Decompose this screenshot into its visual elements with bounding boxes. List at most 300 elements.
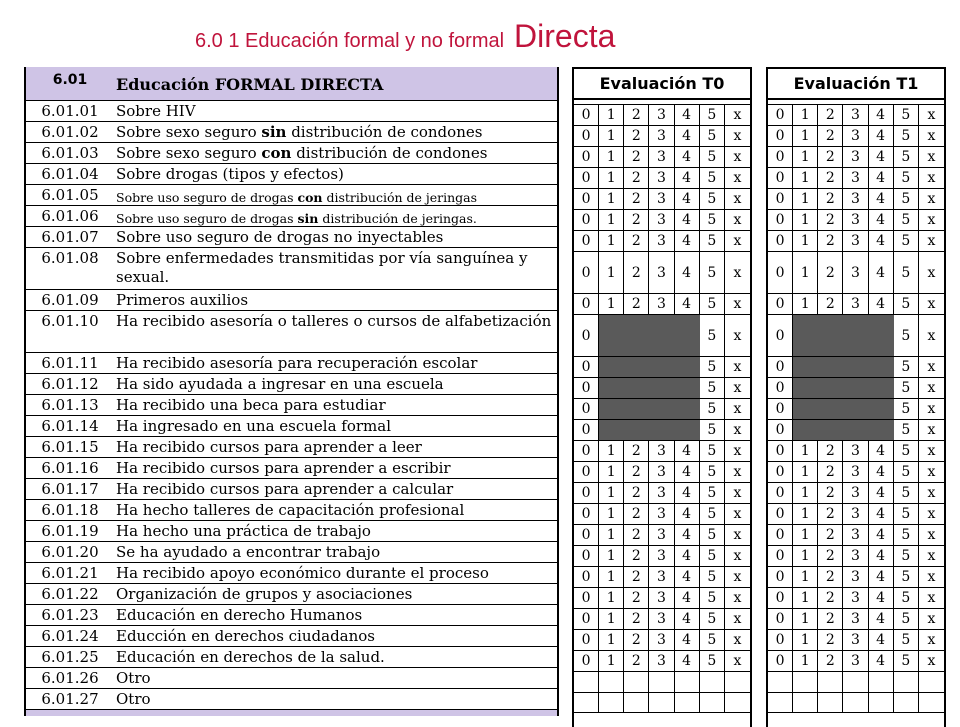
score-option[interactable]: 5 — [894, 567, 919, 587]
score-option[interactable]: 5 — [894, 525, 919, 545]
score-option[interactable]: 3 — [649, 504, 674, 524]
score-option[interactable]: 2 — [818, 168, 843, 188]
score-option[interactable]: 4 — [869, 189, 894, 209]
score-option[interactable]: 3 — [843, 546, 868, 566]
score-option[interactable]: 4 — [675, 105, 700, 125]
score-option[interactable]: 0 — [574, 504, 599, 524]
score-option[interactable]: 3 — [843, 630, 868, 650]
score-option[interactable]: x — [927, 506, 936, 522]
score-option[interactable]: x — [927, 191, 936, 207]
score-option[interactable]: 1 — [599, 147, 624, 167]
score-option[interactable]: 4 — [675, 294, 700, 314]
score-option[interactable]: 5 — [894, 315, 919, 356]
score-option[interactable]: 1 — [793, 567, 818, 587]
score-option[interactable]: 5 — [700, 525, 725, 545]
score-option[interactable]: 1 — [599, 252, 624, 293]
score-option[interactable]: 4 — [869, 252, 894, 293]
score-option[interactable]: 5 — [894, 357, 919, 377]
score-option[interactable]: 4 — [869, 168, 894, 188]
score-option[interactable]: x — [733, 548, 742, 564]
score-option[interactable]: 4 — [675, 651, 700, 671]
score-option[interactable]: 1 — [793, 126, 818, 146]
score-option[interactable]: 4 — [869, 483, 894, 503]
score-option[interactable]: 0 — [768, 525, 793, 545]
score-option[interactable]: 4 — [675, 147, 700, 167]
score-option[interactable]: 4 — [675, 189, 700, 209]
score-option[interactable]: 1 — [793, 609, 818, 629]
score-option[interactable]: x — [733, 401, 742, 417]
score-option[interactable]: 2 — [818, 651, 843, 671]
score-option[interactable]: 1 — [599, 525, 624, 545]
score-option[interactable]: 0 — [574, 378, 599, 398]
score-option[interactable]: x — [927, 107, 936, 123]
empty-score-cell[interactable] — [574, 693, 599, 712]
score-option[interactable]: 3 — [649, 168, 674, 188]
score-option[interactable]: 0 — [768, 168, 793, 188]
score-option[interactable]: x — [927, 296, 936, 312]
score-option[interactable]: 5 — [894, 189, 919, 209]
empty-score-cell[interactable] — [675, 672, 700, 692]
score-option[interactable]: x — [733, 264, 742, 281]
empty-score-cell[interactable] — [793, 693, 818, 712]
score-option[interactable]: 1 — [793, 294, 818, 314]
empty-score-cell[interactable] — [793, 672, 818, 692]
score-option[interactable]: 3 — [649, 126, 674, 146]
score-option[interactable]: 0 — [574, 525, 599, 545]
score-option[interactable]: 4 — [675, 126, 700, 146]
score-option[interactable]: x — [733, 632, 742, 648]
score-option[interactable]: 1 — [599, 126, 624, 146]
score-option[interactable]: 1 — [599, 588, 624, 608]
score-option[interactable]: 4 — [869, 294, 894, 314]
score-option[interactable]: 4 — [675, 630, 700, 650]
score-option[interactable]: 1 — [599, 630, 624, 650]
score-option[interactable]: 5 — [700, 210, 725, 230]
score-option[interactable]: 5 — [894, 504, 919, 524]
score-option[interactable]: 4 — [675, 609, 700, 629]
score-option[interactable]: 5 — [700, 504, 725, 524]
empty-score-cell[interactable] — [599, 693, 624, 712]
score-option[interactable]: 5 — [700, 378, 725, 398]
score-option[interactable]: 5 — [894, 378, 919, 398]
score-option[interactable]: 1 — [599, 462, 624, 482]
score-option[interactable]: 1 — [793, 168, 818, 188]
score-option[interactable]: 2 — [624, 441, 649, 461]
score-option[interactable]: x — [733, 569, 742, 585]
score-option[interactable]: 0 — [574, 441, 599, 461]
score-option[interactable]: 0 — [574, 168, 599, 188]
empty-score-cell[interactable] — [919, 672, 944, 692]
empty-score-cell[interactable] — [818, 672, 843, 692]
score-option[interactable]: x — [733, 128, 742, 144]
score-option[interactable]: 2 — [624, 462, 649, 482]
score-option[interactable]: 3 — [843, 189, 868, 209]
score-option[interactable]: 4 — [675, 504, 700, 524]
score-option[interactable]: 1 — [793, 105, 818, 125]
score-option[interactable]: 2 — [818, 105, 843, 125]
score-option[interactable]: 5 — [894, 105, 919, 125]
score-option[interactable]: 1 — [599, 609, 624, 629]
score-option[interactable]: 0 — [574, 462, 599, 482]
score-option[interactable]: 2 — [624, 588, 649, 608]
score-option[interactable]: x — [927, 653, 936, 669]
score-option[interactable]: 3 — [843, 651, 868, 671]
empty-score-cell[interactable] — [574, 672, 599, 692]
score-option[interactable]: 3 — [649, 441, 674, 461]
score-option[interactable]: 5 — [700, 168, 725, 188]
score-option[interactable]: 3 — [649, 147, 674, 167]
score-option[interactable]: 4 — [869, 210, 894, 230]
score-option[interactable]: x — [733, 506, 742, 522]
score-option[interactable]: 3 — [843, 105, 868, 125]
score-option[interactable]: 3 — [843, 525, 868, 545]
empty-score-cell[interactable] — [768, 672, 793, 692]
score-option[interactable]: 4 — [869, 525, 894, 545]
score-option[interactable]: 3 — [649, 231, 674, 251]
score-option[interactable]: x — [927, 443, 936, 459]
score-option[interactable]: 1 — [793, 546, 818, 566]
score-option[interactable]: 0 — [768, 420, 793, 440]
score-option[interactable]: 4 — [675, 567, 700, 587]
score-option[interactable]: x — [733, 527, 742, 543]
score-option[interactable]: x — [927, 327, 936, 344]
score-option[interactable]: 2 — [818, 441, 843, 461]
score-option[interactable]: 5 — [700, 189, 725, 209]
score-option[interactable]: 3 — [843, 504, 868, 524]
score-option[interactable]: 0 — [768, 609, 793, 629]
score-option[interactable]: 3 — [649, 609, 674, 629]
score-option[interactable]: 4 — [869, 126, 894, 146]
score-option[interactable]: 4 — [869, 588, 894, 608]
score-option[interactable]: x — [927, 464, 936, 480]
score-option[interactable]: 4 — [869, 546, 894, 566]
score-option[interactable]: 2 — [624, 609, 649, 629]
score-option[interactable]: 3 — [649, 651, 674, 671]
empty-score-cell[interactable] — [649, 693, 674, 712]
score-option[interactable]: x — [927, 485, 936, 501]
score-option[interactable]: 0 — [768, 315, 793, 356]
score-option[interactable]: 4 — [869, 147, 894, 167]
score-option[interactable]: 4 — [869, 105, 894, 125]
score-option[interactable]: x — [927, 212, 936, 228]
score-option[interactable]: 2 — [818, 126, 843, 146]
score-option[interactable]: 2 — [624, 210, 649, 230]
score-option[interactable]: 5 — [700, 399, 725, 419]
score-option[interactable]: 2 — [818, 210, 843, 230]
score-option[interactable]: x — [927, 149, 936, 165]
score-option[interactable]: 3 — [649, 525, 674, 545]
score-option[interactable]: 2 — [818, 189, 843, 209]
score-option[interactable]: 2 — [818, 147, 843, 167]
score-option[interactable]: 1 — [793, 147, 818, 167]
score-option[interactable]: 5 — [894, 609, 919, 629]
score-option[interactable]: 5 — [894, 210, 919, 230]
score-option[interactable]: 5 — [894, 252, 919, 293]
score-option[interactable]: 3 — [649, 189, 674, 209]
score-option[interactable]: 2 — [624, 294, 649, 314]
score-option[interactable]: x — [927, 548, 936, 564]
score-option[interactable]: 1 — [793, 504, 818, 524]
score-option[interactable]: 0 — [574, 189, 599, 209]
score-option[interactable]: 5 — [700, 546, 725, 566]
score-option[interactable]: 1 — [793, 462, 818, 482]
score-option[interactable]: x — [733, 653, 742, 669]
score-option[interactable]: 2 — [624, 525, 649, 545]
empty-score-cell[interactable] — [725, 672, 750, 692]
score-option[interactable]: 0 — [768, 105, 793, 125]
score-option[interactable]: 0 — [574, 567, 599, 587]
score-option[interactable]: 0 — [768, 294, 793, 314]
score-option[interactable]: x — [733, 611, 742, 627]
empty-score-cell[interactable] — [894, 693, 919, 712]
score-option[interactable]: 3 — [649, 630, 674, 650]
score-option[interactable]: 5 — [700, 105, 725, 125]
score-option[interactable]: 2 — [818, 588, 843, 608]
score-option[interactable]: 2 — [624, 483, 649, 503]
score-option[interactable]: 5 — [700, 315, 725, 356]
score-option[interactable]: 4 — [675, 441, 700, 461]
score-option[interactable]: x — [733, 359, 742, 375]
empty-score-cell[interactable] — [869, 693, 894, 712]
score-option[interactable]: 5 — [700, 651, 725, 671]
score-option[interactable]: x — [733, 485, 742, 501]
score-option[interactable]: 3 — [649, 546, 674, 566]
score-option[interactable]: 5 — [700, 462, 725, 482]
empty-score-cell[interactable] — [700, 672, 725, 692]
score-option[interactable]: 0 — [768, 399, 793, 419]
score-option[interactable]: 3 — [649, 567, 674, 587]
score-option[interactable]: x — [733, 107, 742, 123]
score-option[interactable]: 2 — [818, 231, 843, 251]
score-option[interactable]: 5 — [894, 588, 919, 608]
score-option[interactable]: 0 — [574, 315, 599, 356]
score-option[interactable]: 1 — [599, 105, 624, 125]
score-option[interactable]: 0 — [768, 147, 793, 167]
score-option[interactable]: 0 — [574, 126, 599, 146]
score-option[interactable]: 4 — [869, 231, 894, 251]
score-option[interactable]: 2 — [624, 546, 649, 566]
score-option[interactable]: 5 — [894, 651, 919, 671]
score-option[interactable]: 1 — [793, 588, 818, 608]
score-option[interactable]: 1 — [599, 651, 624, 671]
score-option[interactable]: 0 — [768, 651, 793, 671]
empty-score-cell[interactable] — [700, 693, 725, 712]
score-option[interactable]: 3 — [649, 462, 674, 482]
score-option[interactable]: 0 — [768, 588, 793, 608]
score-option[interactable]: 4 — [869, 567, 894, 587]
score-option[interactable]: 0 — [574, 399, 599, 419]
score-option[interactable]: x — [927, 170, 936, 186]
score-option[interactable]: 2 — [818, 504, 843, 524]
score-option[interactable]: x — [927, 569, 936, 585]
score-option[interactable]: 4 — [675, 525, 700, 545]
score-option[interactable]: 5 — [894, 399, 919, 419]
score-option[interactable]: 5 — [894, 294, 919, 314]
score-option[interactable]: 4 — [675, 231, 700, 251]
score-option[interactable]: x — [733, 170, 742, 186]
score-option[interactable]: 5 — [700, 294, 725, 314]
score-option[interactable]: 4 — [869, 609, 894, 629]
score-option[interactable]: 4 — [869, 462, 894, 482]
score-option[interactable]: x — [733, 464, 742, 480]
score-option[interactable]: 5 — [700, 630, 725, 650]
score-option[interactable]: 0 — [768, 210, 793, 230]
score-option[interactable]: x — [733, 443, 742, 459]
score-option[interactable]: 3 — [649, 294, 674, 314]
score-option[interactable]: 3 — [843, 609, 868, 629]
score-option[interactable]: 4 — [675, 546, 700, 566]
score-option[interactable]: 0 — [768, 441, 793, 461]
score-option[interactable]: x — [733, 212, 742, 228]
empty-score-cell[interactable] — [768, 693, 793, 712]
score-option[interactable]: 0 — [768, 231, 793, 251]
score-option[interactable]: 4 — [869, 630, 894, 650]
score-option[interactable]: x — [927, 359, 936, 375]
score-option[interactable]: 1 — [793, 525, 818, 545]
score-option[interactable]: 5 — [700, 147, 725, 167]
score-option[interactable]: x — [927, 401, 936, 417]
score-option[interactable]: 1 — [599, 294, 624, 314]
score-option[interactable]: 5 — [700, 609, 725, 629]
score-option[interactable]: 1 — [599, 483, 624, 503]
score-option[interactable]: 0 — [574, 588, 599, 608]
score-option[interactable]: 2 — [624, 252, 649, 293]
score-option[interactable]: 5 — [894, 441, 919, 461]
score-option[interactable]: x — [927, 264, 936, 281]
score-option[interactable]: 0 — [768, 378, 793, 398]
score-option[interactable]: 3 — [649, 588, 674, 608]
score-option[interactable]: x — [733, 233, 742, 249]
score-option[interactable]: 1 — [599, 567, 624, 587]
score-option[interactable]: 3 — [843, 483, 868, 503]
score-option[interactable]: x — [733, 422, 742, 438]
score-option[interactable]: 2 — [624, 231, 649, 251]
score-option[interactable]: 5 — [894, 546, 919, 566]
empty-score-cell[interactable] — [919, 693, 944, 712]
score-option[interactable]: 5 — [700, 252, 725, 293]
empty-score-cell[interactable] — [624, 672, 649, 692]
score-option[interactable]: 0 — [574, 651, 599, 671]
score-option[interactable]: 0 — [574, 147, 599, 167]
score-option[interactable]: 2 — [624, 504, 649, 524]
score-option[interactable]: 0 — [574, 231, 599, 251]
score-option[interactable]: 4 — [675, 210, 700, 230]
score-option[interactable]: 5 — [700, 231, 725, 251]
score-option[interactable]: x — [733, 296, 742, 312]
empty-score-cell[interactable] — [869, 672, 894, 692]
score-option[interactable]: 3 — [843, 567, 868, 587]
score-option[interactable]: 5 — [700, 126, 725, 146]
score-option[interactable]: 0 — [768, 567, 793, 587]
score-option[interactable]: 1 — [793, 252, 818, 293]
score-option[interactable]: x — [927, 590, 936, 606]
score-option[interactable]: x — [733, 590, 742, 606]
score-option[interactable]: 5 — [700, 588, 725, 608]
score-option[interactable]: 5 — [700, 357, 725, 377]
score-option[interactable]: 2 — [818, 609, 843, 629]
score-option[interactable]: 0 — [574, 210, 599, 230]
score-option[interactable]: 0 — [768, 126, 793, 146]
score-option[interactable]: 5 — [894, 147, 919, 167]
empty-score-cell[interactable] — [843, 693, 868, 712]
score-option[interactable]: x — [733, 149, 742, 165]
score-option[interactable]: 2 — [624, 105, 649, 125]
score-option[interactable]: 4 — [869, 504, 894, 524]
score-option[interactable]: x — [927, 233, 936, 249]
empty-score-cell[interactable] — [649, 672, 674, 692]
score-option[interactable]: 1 — [793, 630, 818, 650]
score-option[interactable]: 4 — [675, 168, 700, 188]
score-option[interactable]: 2 — [624, 651, 649, 671]
score-option[interactable]: 2 — [818, 630, 843, 650]
score-option[interactable]: 1 — [793, 651, 818, 671]
score-option[interactable]: 0 — [574, 609, 599, 629]
score-option[interactable]: 1 — [599, 210, 624, 230]
score-option[interactable]: 3 — [843, 462, 868, 482]
score-option[interactable]: 4 — [675, 462, 700, 482]
score-option[interactable]: 3 — [649, 105, 674, 125]
score-option[interactable]: 3 — [649, 483, 674, 503]
score-option[interactable]: 0 — [574, 420, 599, 440]
score-option[interactable]: 5 — [894, 126, 919, 146]
score-option[interactable]: 1 — [793, 441, 818, 461]
score-option[interactable]: 2 — [818, 483, 843, 503]
score-option[interactable]: 1 — [599, 504, 624, 524]
score-option[interactable]: 1 — [793, 231, 818, 251]
score-option[interactable]: 2 — [624, 147, 649, 167]
score-option[interactable]: 0 — [768, 189, 793, 209]
score-option[interactable]: 3 — [649, 210, 674, 230]
score-option[interactable]: x — [733, 191, 742, 207]
score-option[interactable]: 5 — [894, 420, 919, 440]
score-option[interactable]: 0 — [768, 483, 793, 503]
score-option[interactable]: 2 — [818, 567, 843, 587]
score-option[interactable]: 0 — [768, 504, 793, 524]
score-option[interactable]: 3 — [649, 252, 674, 293]
score-option[interactable]: 4 — [675, 483, 700, 503]
score-option[interactable]: x — [927, 527, 936, 543]
score-option[interactable]: 1 — [599, 546, 624, 566]
score-option[interactable]: x — [927, 611, 936, 627]
empty-score-cell[interactable] — [894, 672, 919, 692]
score-option[interactable]: 2 — [624, 126, 649, 146]
score-option[interactable]: 3 — [843, 147, 868, 167]
score-option[interactable]: 2 — [818, 252, 843, 293]
empty-score-cell[interactable] — [843, 672, 868, 692]
score-option[interactable]: 1 — [599, 441, 624, 461]
score-option[interactable]: 0 — [574, 294, 599, 314]
score-option[interactable]: 0 — [574, 105, 599, 125]
score-option[interactable]: 0 — [768, 630, 793, 650]
score-option[interactable]: x — [927, 632, 936, 648]
score-option[interactable]: 1 — [599, 168, 624, 188]
score-option[interactable]: x — [733, 380, 742, 396]
score-option[interactable]: 0 — [768, 462, 793, 482]
score-option[interactable]: 3 — [843, 210, 868, 230]
score-option[interactable]: 0 — [574, 630, 599, 650]
score-option[interactable]: 4 — [675, 588, 700, 608]
empty-score-cell[interactable] — [675, 693, 700, 712]
score-option[interactable]: 2 — [624, 189, 649, 209]
score-option[interactable]: 0 — [574, 252, 599, 293]
score-option[interactable]: 2 — [624, 168, 649, 188]
score-option[interactable]: 2 — [818, 294, 843, 314]
score-option[interactable]: 3 — [843, 252, 868, 293]
score-option[interactable]: 1 — [793, 210, 818, 230]
score-option[interactable]: 3 — [843, 231, 868, 251]
score-option[interactable]: 4 — [869, 441, 894, 461]
score-option[interactable]: 5 — [700, 567, 725, 587]
